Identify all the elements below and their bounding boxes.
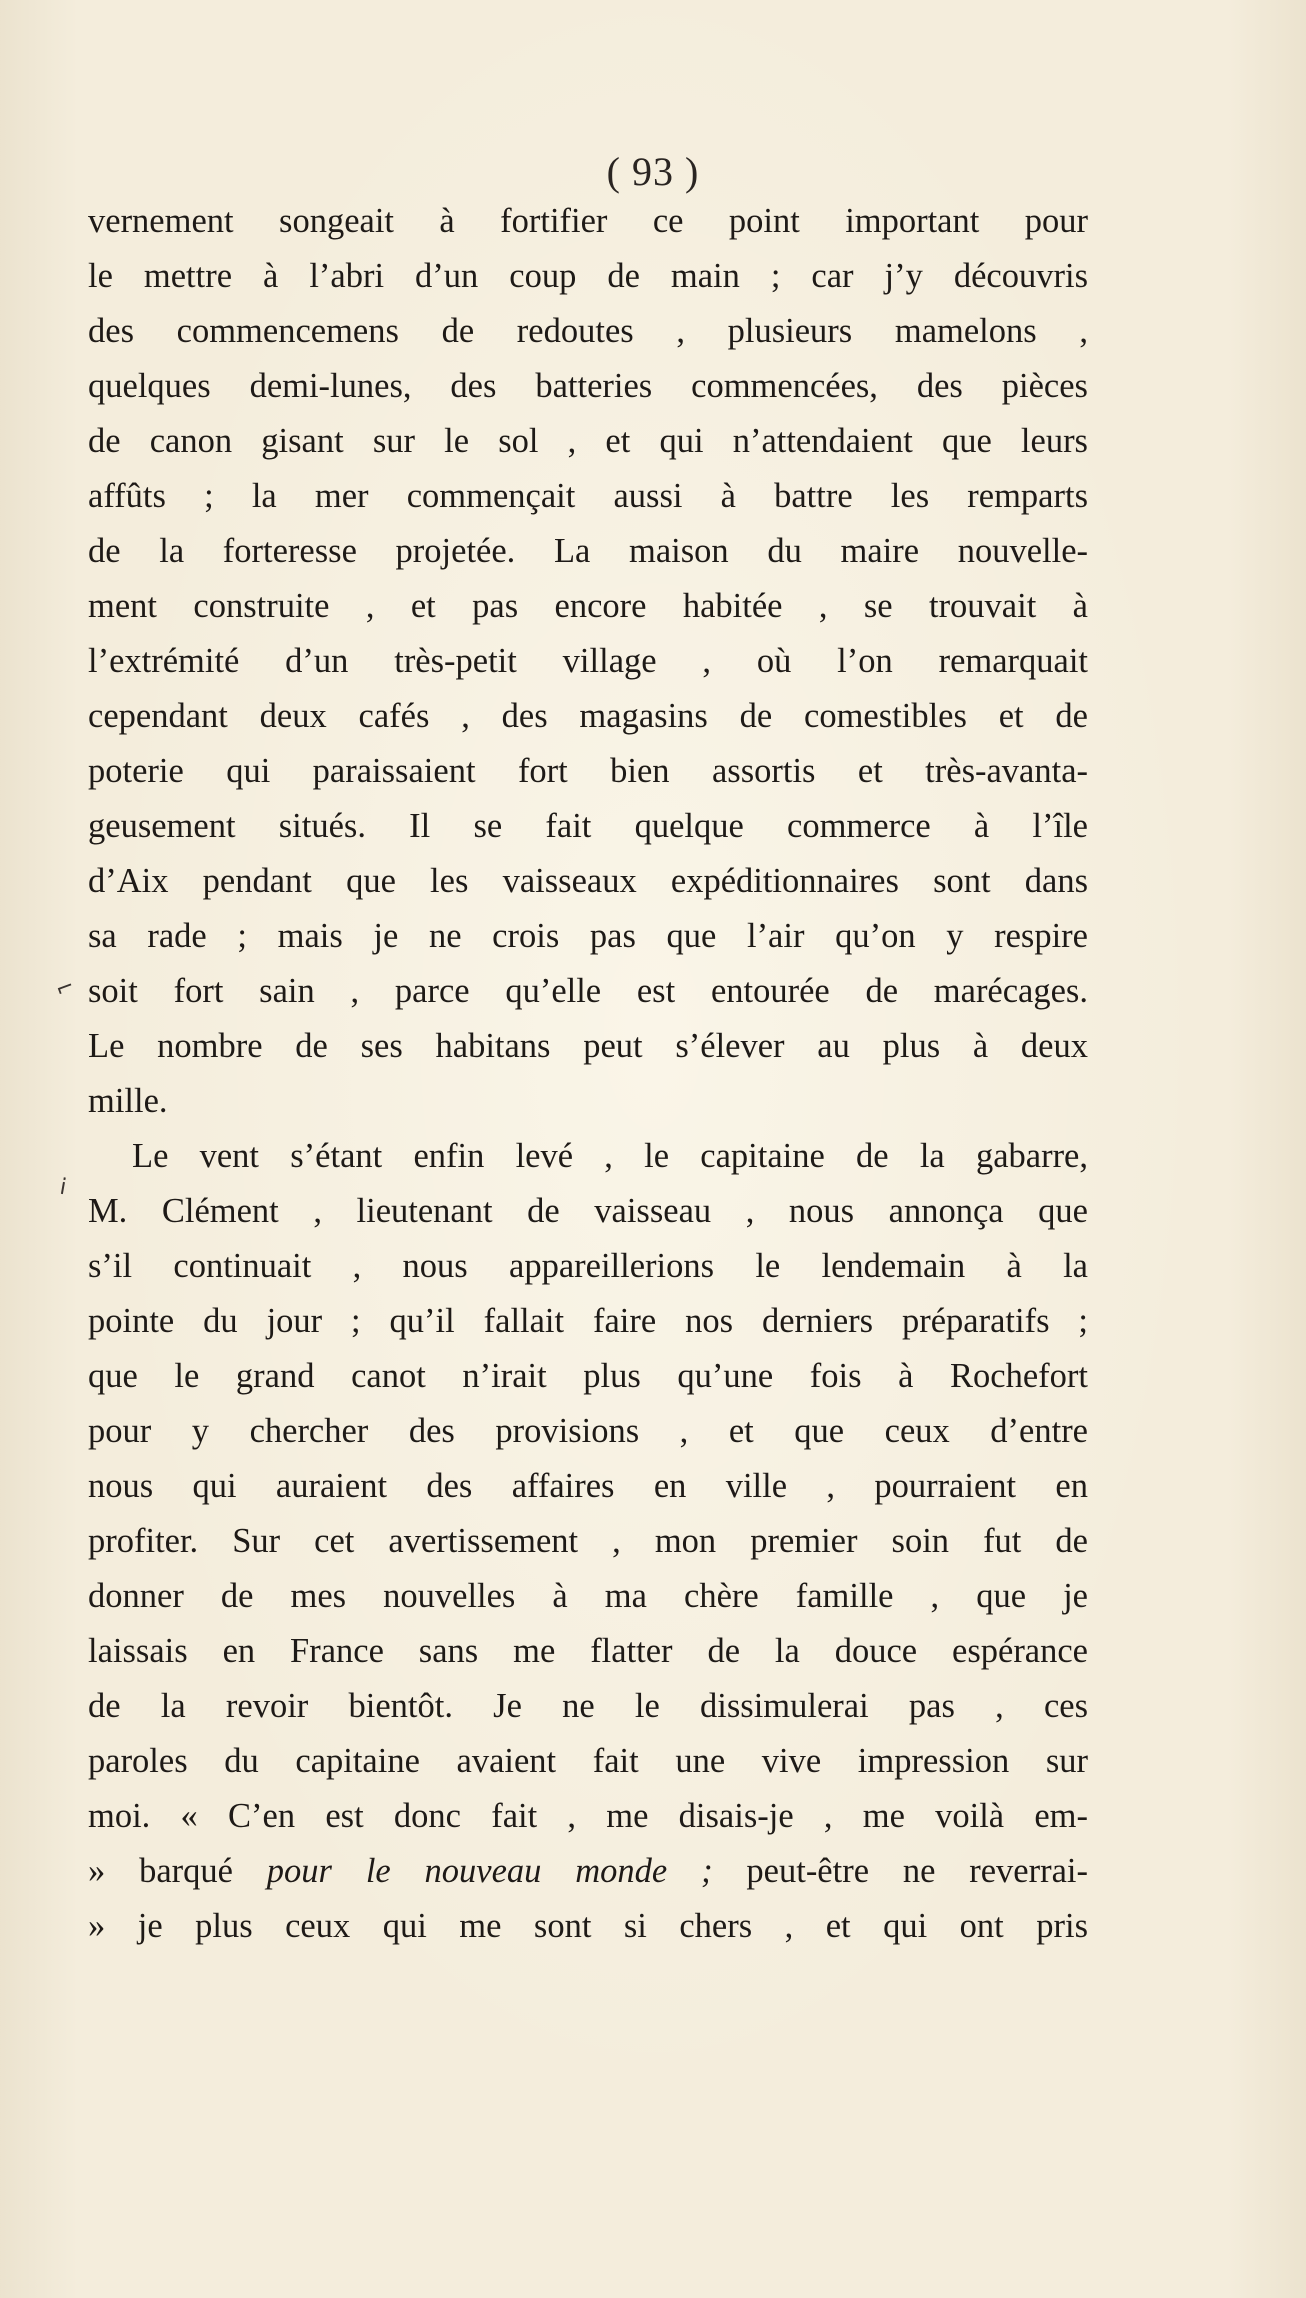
text-line: vernement songeait à fortifier ce point important pour <box>88 202 1088 240</box>
margin-mark: i <box>57 1174 69 1201</box>
text-line: d’Aix pendant que les vaisseaux expéditionnaires sont dans <box>88 862 1088 900</box>
text-line: affûts ; la mer commençait aussi à battre les remparts <box>88 477 1088 515</box>
text-line-start: » barqué <box>88 1852 267 1890</box>
text-line: profiter. Sur cet avertissement , mon premier soin fut de <box>88 1522 1088 1560</box>
text-line: le mettre à l’abri d’un coup de main ; car j’y découvris <box>88 257 1088 295</box>
text-line: moi. « C’en est donc fait , me disais-je , me voilà em- <box>88 1797 1088 1835</box>
text-line: paroles du capitaine avaient fait une vive impression sur <box>88 1742 1088 1780</box>
text-line: s’il continuait , nous appareillerions le lendemain à la <box>88 1247 1088 1285</box>
text-line: des commencemens de redoutes , plusieurs mamelons , <box>88 312 1088 350</box>
text-line: pointe du jour ; qu’il fallait faire nos derniers préparatifs ; <box>88 1302 1088 1340</box>
text-line: de la revoir bientôt. Je ne le dissimulerai pas , ces <box>88 1687 1088 1725</box>
text-line: mille. <box>88 1082 168 1120</box>
text-line: ment construite , et pas encore habitée , se trouvait à <box>88 587 1088 625</box>
text-line: soit fort sain , parce qu’elle est entourée de marécages. <box>88 972 1088 1010</box>
text-line: cependant deux cafés , des magasins de comestibles et de <box>88 697 1088 735</box>
text-line: quelques demi-lunes, des batteries commencées, des pièces <box>88 367 1088 405</box>
page-number: ( 93 ) <box>606 149 700 194</box>
text-line: geusement situés. Il se fait quelque commerce à l’île <box>88 807 1088 845</box>
text-line: poterie qui paraissaient fort bien assortis et très-avanta- <box>88 752 1088 790</box>
text-line: Le vent s’étant enfin levé , le capitaine de la gabarre, <box>132 1137 1088 1175</box>
text-line: laissais en France sans me flatter de la douce espérance <box>88 1632 1088 1670</box>
text-line: donner de mes nouvelles à ma chère famille , que je <box>88 1577 1088 1615</box>
text-line: M. Clément , lieutenant de vaisseau , nous annonça que <box>88 1192 1088 1230</box>
body-text <box>88 194 1088 1954</box>
text-line: » je plus ceux qui me sont si chers , et qui ont pris <box>88 1907 1088 1945</box>
italic-phrase: pour le nouveau monde ; <box>266 1852 713 1890</box>
text-line: l’extrémité d’un très-petit village , où l’on remarquait <box>88 642 1088 680</box>
text-line: de la forteresse projetée. La maison du maire nouvelle- <box>88 532 1088 570</box>
text-line-end: peut-être ne reverrai- <box>712 1852 1088 1890</box>
text-line: Le nombre de ses habitans peut s’élever au plus à deux <box>88 1027 1088 1065</box>
margin-mark: ⌐ <box>52 973 79 1004</box>
text-line <box>88 1844 1088 1899</box>
text-line: pour y chercher des provisions , et que ceux d’entre <box>88 1412 1088 1450</box>
text-line: de canon gisant sur le sol , et qui n’attendaient que leurs <box>88 422 1088 460</box>
text-line: que le grand canot n’irait plus qu’une fois à Rochefort <box>88 1357 1088 1395</box>
text-line: sa rade ; mais je ne crois pas que l’air qu’on y respire <box>88 917 1088 955</box>
text-line: nous qui auraient des affaires en ville , pourraient en <box>88 1467 1088 1505</box>
